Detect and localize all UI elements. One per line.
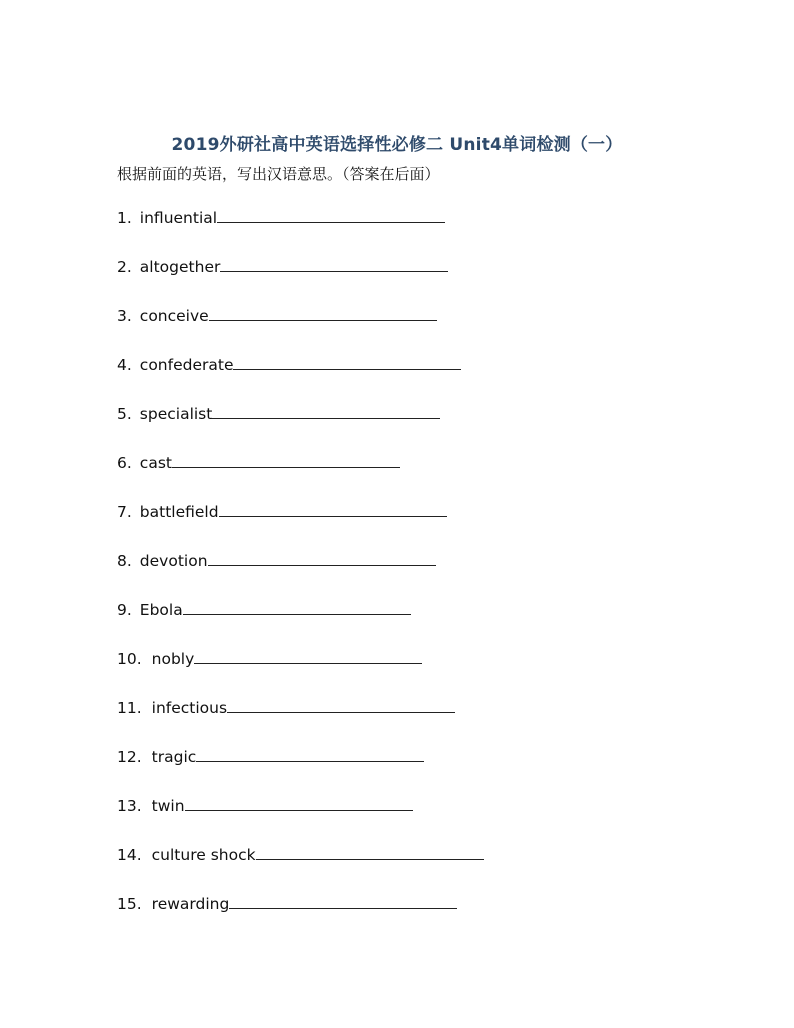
item-word: devotion [139,552,208,570]
item-word: influential [139,209,218,227]
item-number: 1. [117,209,132,227]
answer-blank[interactable] [233,368,461,370]
item-number: 5. [117,405,132,423]
item-number: 14. [117,846,142,864]
list-item [117,301,437,325]
item-number: 2. [117,258,132,276]
list-item [117,644,422,668]
item-word: culture shock [151,846,256,864]
answer-blank[interactable] [208,564,436,566]
item-number: 7. [117,503,132,521]
item-word: altogether [139,258,221,276]
item-word: cast [139,454,172,472]
item-number: 13. [117,797,142,815]
list-item [117,448,400,472]
answer-blank[interactable] [212,417,440,419]
answer-blank[interactable] [217,221,445,223]
item-number: 8. [117,552,132,570]
item-word: conceive [139,307,209,325]
item-word: rewarding [151,895,230,913]
list-item [117,546,436,570]
list-item [117,791,413,815]
item-word: tragic [151,748,197,766]
item-number: 10. [117,650,142,668]
answer-blank[interactable] [220,270,448,272]
item-word: twin [151,797,185,815]
item-word: infectious [151,699,228,717]
item-number: 15. [117,895,142,913]
list-item [117,399,440,423]
item-word: Ebola [139,601,183,619]
answer-blank[interactable] [196,760,424,762]
list-item [117,252,448,276]
item-number: 11. [117,699,142,717]
item-word: confederate [139,356,234,374]
item-word: specialist [139,405,213,423]
item-word: battlefield [139,503,219,521]
answer-blank[interactable] [185,809,413,811]
list-item [117,889,457,913]
answer-blank[interactable] [172,466,400,468]
list-item [117,497,447,521]
page-title: 2019外研社高中英语选择性必修二 Unit4单词检测（一） [171,135,623,155]
answer-blank[interactable] [183,613,411,615]
list-item [117,595,411,619]
answer-blank[interactable] [219,515,447,517]
item-number: 9. [117,601,132,619]
answer-blank[interactable] [194,662,422,664]
list-item [117,350,461,374]
list-item [117,742,424,766]
item-word: nobly [151,650,195,668]
item-number: 6. [117,454,132,472]
answer-blank[interactable] [209,319,437,321]
instruction-text: 根据前面的英语，写出汉语意思。（答案在后面） [117,165,440,183]
answer-blank[interactable] [256,858,484,860]
answer-blank[interactable] [229,907,457,909]
list-item [117,840,484,864]
item-number: 3. [117,307,132,325]
list-item [117,203,445,227]
item-number: 12. [117,748,142,766]
list-item [117,693,455,717]
item-number: 4. [117,356,132,374]
answer-blank[interactable] [227,711,455,713]
